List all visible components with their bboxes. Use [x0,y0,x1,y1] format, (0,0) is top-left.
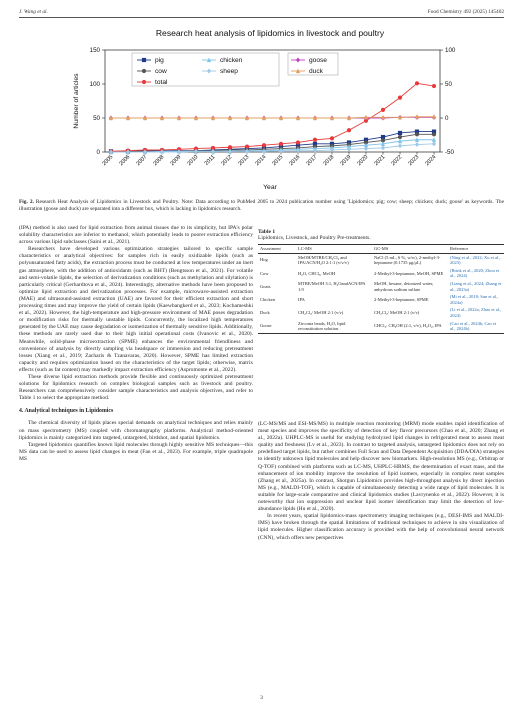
data-point-cow [398,135,402,139]
table-row [258,253,504,267]
reference-cell[interactable]: (Ning et al., 2022; Xu et al., 2023) [450,254,501,266]
series-line-pig [111,132,434,152]
assortment-cell: Goats [260,283,271,289]
legend-label: sheep [220,68,238,75]
data-point-total [432,84,436,88]
legend-marker-total [142,80,146,84]
column-header: GC-MS [372,245,448,254]
reference-cell[interactable]: (Li et al., 2022a; Zhao et al., 2024) [450,307,502,318]
gcms-cell: CH₂Cl₂/ MeOH 2:1 (v/v) [374,310,420,316]
page-number: 3 [260,695,263,701]
data-point-total [330,136,334,140]
paragraph: In recent years, spatial lipidomics-mass spectrometry imaging techniques (e.g., DESI-IMS and MALDI-IMS) have broken through the spatial limitations of traditional techniques to achieve in situ visualization of lipid molecules. Higher classification accuracy is provided with the help of convolutional neural network (CNN), which offers new perspectives [258,513,504,541]
chart-title: Research heat analysis of lipidomics in livestock and poultry [155,28,385,38]
legend-label: pig [155,57,164,64]
paragraph: Researchers have developed various optimization strategies tailored to specific sample characteristics or analytical objectives: for samples rich in easily oxidizable lipids (such as polyunsaturated fatty acids), the extraction process must be conducted at low temperatures under an inert gas atmosphere, with the addition of antioxidants (such as BHT) (Bengtsson et al., 2021). For volatile and semi-volatile lipids, the selection of derivatization conditions (such as methylation and silylation) is particularly critical (Gerhardtova et al., 2024). Interestingly, alternative methods have been proposed to optimize lipid extraction and derivatization processes. For example, microwave-assisted extraction (MAE) and ultrasound-assisted extraction (UAE) are favored for their efficient extraction and short processing times and may improve the yield of certain lipids (Kaewbangkerd et al., 2023; Kochameshki et al., 2022). However, the high-temperature and high-pressure environment of MAE poses degradation or modification risks for thermally unstable lipids. Concurrently, the localized high temperatures generated by the UAE may cause degradation or isomerization of thermally sensitive lipids. Additionally, these methods are rarely used due to their high initial operational costs (Ivanovic et al., 2020). Meanwhile, solid-phase microextraction (SPME) enhances the environmental friendliness and convenience of analysis by directly sampling via headspace or immersion and reducing pretreatment losses (Xiang et al., 2019; Zacharis & Tzanavaras, 2020). However, SPME has limited extraction capacity and requires optimization based on the characteristics of the target lipids; otherwise, matrix effects (such as fat content) may markedly impact extraction efficiency (Aspromonte et al., 2022). [19,246,253,373]
data-point-total [313,138,317,142]
running-header-journal: Food Chemistry 492 (2025) 145402 [427,9,504,15]
y-right-tick-label: -50 [445,149,454,157]
header-rule [19,17,504,18]
gcms-cell: 2-Methyl-3-heptanone, MeOH, SPME [374,270,444,276]
section-heading: 4. Analytical techniques in Lipidomics [19,408,114,415]
paragraph: (LC-MS/MS and ESI-MS/MS) in multiple reaction monitoring (MRM) mode enables rapid identification of meat species and improves the specificity of detection of key flavor precursors (Chao et al., 2020; Zhang et al., 2022a). UHPLC-MS is useful for studying hydrolyzed lipid changes in refrigerated meat to assess meat quality and freshness (Lv et al., 2023). In contrast to targeted analysis, untargeted lipidomics does not rely on predefined target lipids, but rather combines Full Scan and Data Dependent Acquisition (DDA/DIA) strategies to identify unknown lipid molecules and help discover new biomarkers. High-resolution MS (e.g., Orbitrap or Q-TOF) combined with platforms such as LC-MS, UHPLC-HRMS, the determination of exact mass, and the enhancement of ion mobility improve the resolution of lipid isomers, especially in complex meat samples (Zhang et al., 2025a). In contrast, Shotgun Lipidomics provides high-throughput analysis by direct injection MS (e.g., MALDI-TOF), which is capable of simultaneously detecting a wide range of lipid molecules. It is suitable for large-scale comparative and clinical lipidomics studies (Lavrynenko et al., 2022). However, it is noteworthy that ion suppression and unclear lipid isomer identification may limit the detection of low-abundance lipids (Hu et al., 2020). [258,421,504,513]
x-tick-label: 2021 [373,154,387,168]
x-tick-label: 2013 [237,154,251,168]
x-tick-label: 2014 [254,154,268,168]
x-tick-label: 2023 [407,154,421,168]
reference-cell[interactable]: (Cao et al., 2024b; Cao et al., 2024b) [448,320,504,334]
table-row [258,306,504,319]
legend-marker-cow [142,69,146,73]
x-tick-label: 2022 [390,154,404,168]
table-caption: Lipidomics, Livestock, and Poultry Pre-treatments. [258,235,371,241]
figure-caption [19,199,504,213]
data-point-total [381,108,385,112]
right-text-column [258,421,504,542]
lipidomics-trend-chart [60,24,480,196]
y-left-tick-label: 150 [89,47,100,55]
y-left-tick-label: 0 [96,149,100,157]
gcms-cell: MeOH, hexane, deionized water, anhydrous sodium sulfate [374,280,434,292]
x-tick-label: 2018 [322,154,336,168]
x-tick-label: 2006 [118,154,132,168]
assortment-cell: Cow [260,270,269,276]
assortment-cell: Hog [260,257,268,263]
data-point-sheep [398,143,402,148]
column-header: LC-MS [296,245,372,254]
data-point-total [245,144,249,148]
data-point-total [279,142,283,146]
lcms-cell: MeOH/MTBE/CH₂Cl₂ and IPA/ACN/H₂O 2:1:1 (v/v/v) [298,254,349,266]
table-1 [258,229,504,334]
x-tick-label: 2019 [339,154,353,168]
table-label: Table 1 [258,229,276,235]
column-header: Assortment [258,245,296,254]
x-tick-label: 2015 [271,154,285,168]
data-point-sheep [432,141,436,146]
data-point-sheep [415,142,419,147]
legend-label: cow [155,68,167,75]
x-tick-label: 2016 [288,154,302,168]
y-right-tick-label: 0 [445,115,449,123]
legend-label: goose [309,57,327,64]
x-tick-label: 2024 [424,154,438,168]
data-point-cow [432,132,436,136]
reference-cell[interactable]: (Mi et al., 2018; Sun et al., 2024a) [450,294,499,305]
assortment-cell: Goose [258,320,296,334]
x-tick-label: 2011 [203,154,217,167]
chart-canvas [60,24,480,196]
data-point-pig [398,131,402,135]
table-row [258,267,504,280]
x-axis-label: Year [263,184,277,191]
data-point-total [228,145,232,149]
paragraph: These diverse lipid extraction methods provide flexible and continuously optimized pretreatment solutions for lipidomics research on complex biological samples such as livestock and poultry. Researchers can comprehensively consider sample characteristics and analysis objectives, and refer to Table 1 to select the appropriate method. [19,373,253,402]
reference-cell[interactable]: (Liang et al., 2024; Zhang et al., 2023a) [450,280,502,292]
pretreatment-table [258,244,504,334]
y-right-tick-label: 100 [445,47,456,55]
data-point-total [262,143,266,147]
y-axis-label: Number of articles [73,73,80,129]
data-point-total [296,140,300,144]
left-text-column [19,225,253,463]
table-header-row [258,245,504,254]
gcms-cell: NaCl (5 mL, 6 %, w/w), 2-methyl-3-heptanone (0.1735 μg/μL) [374,254,441,266]
x-tick-label: 2009 [169,154,183,168]
lcms-cell: IPA [298,296,305,302]
legend-marker-pig [142,58,146,62]
running-header-authors: J. Wang et al. [19,9,48,15]
y-right-tick-label: 50 [445,81,452,89]
data-point-cow [415,132,419,136]
figure-caption-label: Fig. 2. [19,199,34,205]
legend-label: total [155,79,168,86]
gcms-cell: 2-Methyl-3-heptanone, SPME [374,296,429,302]
table-row [258,320,504,334]
legend-label: duck [309,68,323,75]
assortment-cell: Chicken [260,296,275,302]
x-tick-label: 2007 [135,154,149,168]
data-point-total [398,96,402,100]
table-row [258,280,504,293]
paragraph: The chemical diversity of lipids places special demands on analytical techniques and relies mainly on mass spectrometry (MS) coupled with chromatography platforms. Analytical method-oriented lipidomics is mainly categorized into targeted, untargeted, birdshot, and spatial lipidomics. [19,420,253,441]
x-tick-label: 2005 [101,154,115,168]
x-tick-label: 2010 [186,154,200,168]
data-point-total [415,81,419,85]
x-tick-label: 2008 [152,154,166,168]
legend-label: chicken [220,57,243,64]
paragraph: (IPA) method is also used for lipid extraction from animal tissues due to its simplicity, but IPA's polar solubility characteristics are inferior to methanol, which potentially leads to poorer extraction efficiency across various lipid subclasses (Saini et al., 2021). [19,225,253,246]
lcms-cell: H₂O, CHCl₃, MeOH [298,270,336,276]
data-point-total [347,128,351,132]
x-tick-label: 2017 [305,154,319,168]
table-row [258,293,504,306]
y-left-tick-label: 50 [93,115,100,123]
lcms-cell: MTBE/MeOH 3:1, H₂OandACN/IPA 1:9 [298,280,366,292]
paragraph: Targeted lipidomics quantifies known lipid molecules through highly sensitive MS techniques—this MS data can be used to assess lipid changes in meat (Fan et al., 2023). For example, triple quadrupole MS [19,441,253,462]
figure-caption-text: Research Heat Analysis of Lipidomics in Livestock and Poultry. Note: Data according to PubMed 2005 to 2024 publication number using 'Lipidomics; pig; cow; sheep; chicken; duck; goose' as keywords. The illustration (goose and duck) are separated into a different box, which is lacking in lipidomics research. [19,199,504,212]
x-tick-label: 2020 [356,154,370,168]
reference-cell[interactable]: (Brink et al., 2020; Zhou et al., 2024) [450,267,500,279]
x-tick-label: 2012 [220,154,234,168]
gcms-cell: CHCl₃: CH₃OH (2:1, v/v), H₂O₂, IPA [372,320,448,334]
lcms-cell: Zirconia beads, H₂O, lipid reconstitution solution [296,320,372,334]
y-left-tick-label: 100 [89,81,100,89]
assortment-cell: Duck [260,310,270,316]
column-header: Reference [448,245,504,254]
data-point-sheep [381,145,385,150]
lcms-cell: CH₂Cl₂/ MeOH 2:1 (v/v) [298,310,344,316]
